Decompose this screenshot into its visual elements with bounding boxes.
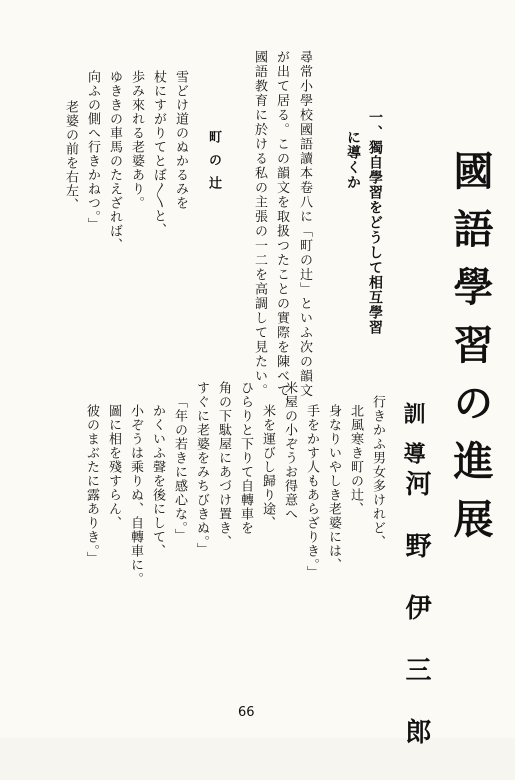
poem-line: 身なりいやしき老婆には、 <box>326 404 341 572</box>
section-heading: 一、獨自學習をどうして相互學習 <box>367 110 383 335</box>
poem-line: すぐに老婆をみちびきぬ。」 <box>194 381 209 557</box>
poem-line: 小ぞうは乘りぬ、自轉車に。 <box>128 404 143 586</box>
poem-line: 向ふの側へ行きかねつ。」 <box>85 70 100 232</box>
poem-line: 歩み來れる老婆あり。 <box>129 70 144 210</box>
poem-line: 「年の若きに感心な。」 <box>172 395 187 543</box>
page-number: 66 <box>238 705 255 720</box>
poem-line: かくいふ聲を後にして、 <box>150 404 165 558</box>
poem-line: ひらりと下りて自轉車を <box>238 381 253 535</box>
poem-line: 雪どけ道のぬかるみを <box>173 70 188 210</box>
poem-line: 角の下駄屋にあづけ置き、 <box>216 381 231 549</box>
body-text-line: 尋常小學校國語讀本卷八に「町の辻」といふ次の韻文 <box>297 50 312 398</box>
section-heading: に導くか <box>345 130 361 190</box>
poem-line: 行きかふ男女多けれど、 <box>370 395 385 549</box>
body-text-line: 國語教育に於ける私の主張の一二を高調して見たい。 <box>252 50 267 398</box>
poem-line: 圖に相を殘すらん、 <box>106 404 121 530</box>
poem-title: 町の辻 <box>206 130 221 199</box>
poem-line: 北風寒き町の辻、 <box>348 404 363 516</box>
poem-line: 杖にすがりてとぼ〳〵と、 <box>151 70 166 237</box>
author-role: 訓導 <box>400 402 426 482</box>
poem-line: 老婆の前を右左、 <box>63 100 78 212</box>
poem-line: 手をかす人もあらざりき。」 <box>304 404 319 580</box>
article-title: 國語學習の進展 <box>447 150 494 556</box>
body-text-line: が出て居る。この韻文を取扱つたことの實際を陳べて、 <box>274 50 289 413</box>
poem-line: 彼のまぶたに露ありき。」 <box>84 404 99 566</box>
poem-line: 米を運びし歸り途、 <box>260 404 275 530</box>
poem-line: ゆききの車馬のたえざれば、 <box>107 70 122 252</box>
author-name: 河野伊三郎 <box>401 470 431 780</box>
poem-line: 米屋の小ぞうお得意へ <box>282 381 297 521</box>
